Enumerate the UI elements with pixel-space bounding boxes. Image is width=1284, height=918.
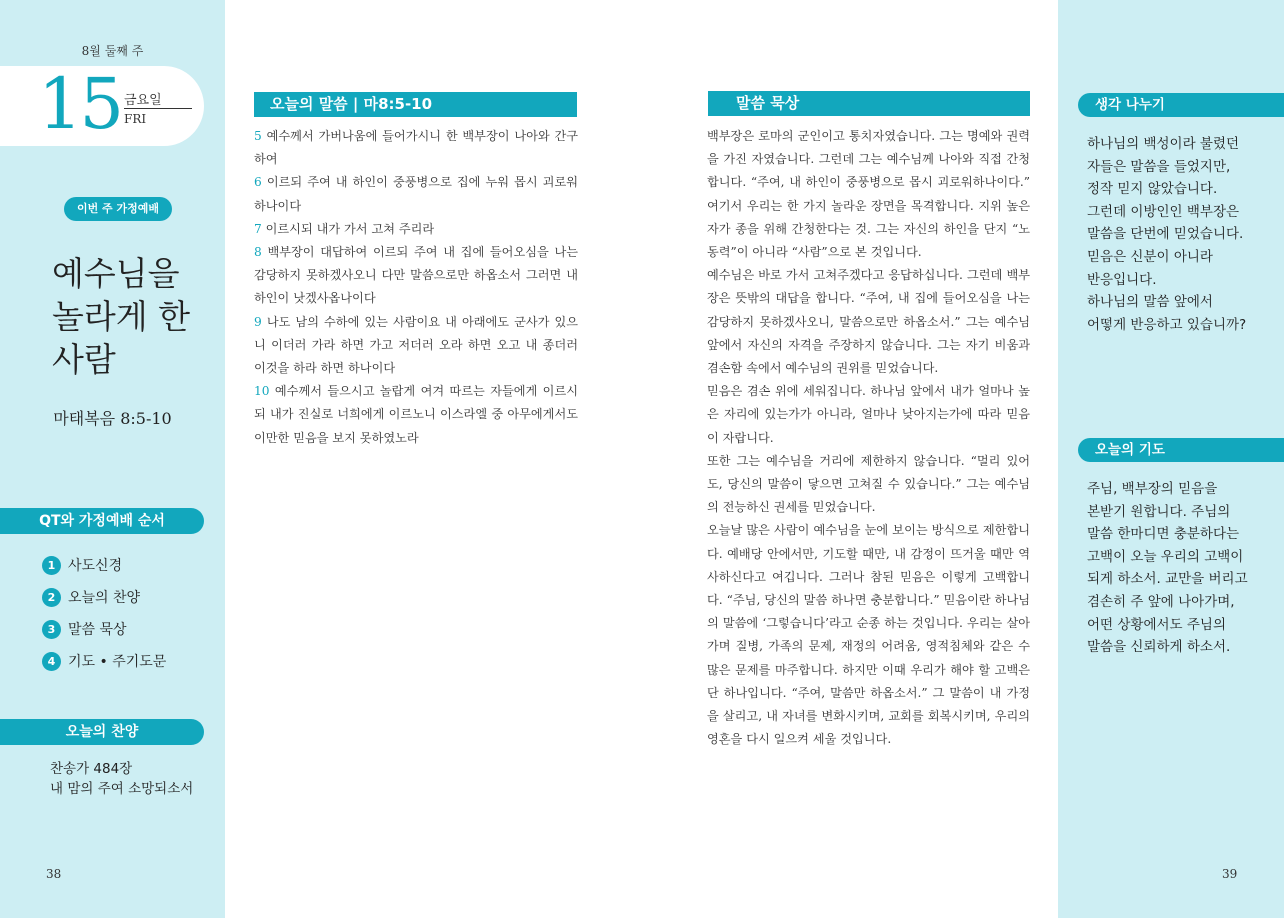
hymn-line: 내 맘의 주여 소망되소서 [50, 781, 194, 797]
order-item [42, 619, 127, 639]
verse [254, 315, 578, 375]
verse-number: 6 [254, 175, 262, 190]
order-item-label: 오늘의 찬양 [68, 590, 141, 606]
order-item [42, 587, 140, 607]
share-line: 자들은 말씀을 들었지만, [1087, 158, 1231, 175]
title-line: 예수님을 [52, 254, 180, 293]
hymn-text [50, 759, 193, 799]
title-line: 놀라게 한 [52, 297, 191, 336]
share-line: 하나님의 말씀 앞에서 [1087, 294, 1213, 311]
verse-text: 나도 남의 수하에 있는 사람이요 내 아래에도 군사가 있으니 이더러 가라 하면 가고 저더러 오라 하면 오고 내 종더러 이것을 하라 하면 하나이다 [254, 314, 579, 376]
share-heading: 생각 나누기 [1078, 93, 1284, 117]
share-line: 반응입니다. [1087, 271, 1157, 288]
prayer-line: 말씀 한마디면 충분하다는 [1087, 526, 1240, 543]
verse-number: 5 [254, 129, 262, 143]
week-label: 8월 둘째 주 [81, 44, 144, 58]
meditation-paragraph: 예수님은 바로 가서 고쳐주겠다고 응답하십니다. 그런데 백부장은 뜻밖의 대답을 합니다. “주여, 내 집에 들어오심을 나는 감당하지 못하겠사오니, 말씀으로만 하옵소서.” 그는 예수님 앞에서 자신의 자격을 주장하지 않습니다. 그는 자기 비움과 겸손함 속에서 예수님의 권위를 믿었습니다. [707, 268, 1030, 376]
day-number: 15 [38, 63, 122, 145]
share-line: 하나님의 백성이라 불렸던 [1087, 136, 1240, 152]
verse-number: 10 [254, 384, 270, 399]
meditation-paragraph: 오늘날 많은 사람이 예수님을 눈에 보이는 방식으로 제한합니다. 예배당 안에서만, 기도할 때만, 내 감정이 뜨거울 때만 역사하신다고 여깁니다. 그러나 참된 믿음은 이렇게 고백합니다. “주님, 당신의 말씀 하나면 충분합니다.” 믿음이란 하나님의 말씀에 ‘그렇습니다’라고 순종 하는 것입니다. 우리는 살아가며 질병, 가족의 문제, 재정의 어려움, 영적침체와 같은 수많은 문제를 마주합니다. 하지만 이때 우리가 해야 할 고백은 단 하나입니다. “주여, 말씀만 하옵소서.” 그 말씀이 내 가정을 살리고, 내 자녀를 변화시키며, 교회를 회복시키며, 우리의 영혼을 다시 일으켜 세울 것입니다. [707, 523, 1030, 747]
page-number-left: 38 [46, 867, 62, 881]
verse-number: 9 [254, 314, 262, 329]
verse [254, 222, 434, 236]
verse [254, 175, 578, 212]
verse-number: 8 [254, 245, 262, 260]
weekday-english: FRI [124, 112, 147, 126]
number-circle: 3 [42, 620, 61, 639]
verse-text: 이르시되 내가 가서 고쳐 주리라 [265, 221, 435, 236]
prayer-line: 겸손히 주 앞에 나아가며, [1087, 593, 1235, 610]
prayer-line: 고백이 오늘 우리의 고백이 [1087, 548, 1244, 565]
hymn-heading: 오늘의 찬양 [0, 719, 204, 745]
meditation-paragraph: 또한 그는 예수님을 거리에 제한하지 않습니다. “멀리 있어도, 당신의 말씀이 닿으면 고쳐질 수 있습니다.” 그는 예수님의 전능하신 권세를 믿었습니다. [707, 453, 1030, 515]
number-circle: 2 [42, 588, 61, 607]
meditation-body [707, 125, 1030, 751]
order-item-label: 말씀 묵상 [68, 622, 127, 638]
verse-text: 백부장이 대답하여 이르되 주여 내 집에 들어오심을 나는 감당하지 못하겠사오니 다만 말씀으로만 하옵소서 그러면 내 하인이 낫겠사옵나이다 [254, 245, 578, 306]
weekday-korean: 금요일 [124, 93, 162, 108]
left-sidebar [0, 0, 225, 918]
meditation-heading: 말씀 묵상 [708, 91, 1030, 116]
verse-text: 예수께서 가버나움에 들어가시니 한 백부장이 나아와 간구하여 [254, 129, 578, 167]
meditation-paragraph: 믿음은 겸손 위에 세워집니다. 하나님 앞에서 내가 얼마나 높은 자리에 있는가가 아니라, 얼마나 낮아지는가에 따라 믿음이 자랍니다. [707, 384, 1030, 445]
order-item-label: 기도 • 주기도문 [68, 654, 167, 670]
prayer-line: 말씀을 신뢰하게 하소서. [1087, 639, 1231, 656]
prayer-line: 주님, 백부장의 믿음을 [1087, 481, 1218, 497]
order-heading: QT와 가정예배 순서 [0, 508, 204, 534]
verse [254, 384, 578, 444]
share-line: 믿음은 신분이 아니라 [1087, 248, 1213, 265]
prayer-text [1087, 478, 1267, 659]
share-line: 말씀을 단번에 믿었습니다. [1087, 226, 1244, 243]
prayer-line: 본받기 원합니다. 주님의 [1087, 503, 1231, 520]
meditation-paragraph: 백부장은 로마의 군인이고 통치자였습니다. 그는 명예와 권력을 가진 자였습니다. 그런데 그는 예수님께 나아와 직접 간청합니다. “주여, 내 하인이 중풍병으로 몹시 괴로워하나이다.” 여기서 우리는 한 가지 놀라운 장면을 목격합니다. 지위 높은 자가 종을 위해 간청한다는 것. 그는 자신의 하인을 단지 “노동력”이 아니라 “사람”으로 본 것입니다. [707, 129, 1030, 260]
number-circle: 1 [42, 556, 61, 575]
verse-list [254, 125, 578, 450]
verse-text: 이르되 주여 내 하인이 중풍병으로 집에 누워 몹시 괴로워하나이다 [254, 175, 579, 213]
weekday-divider [124, 108, 192, 109]
order-item-label: 사도신경 [68, 558, 123, 574]
word-heading: 오늘의 말씀 | 마8:5-10 [254, 92, 577, 117]
prayer-heading: 오늘의 기도 [1078, 438, 1284, 462]
prayer-line: 되게 하소서. 교만을 버리고 [1087, 571, 1248, 588]
share-line: 그런데 이방인인 백부장은 [1087, 203, 1240, 220]
number-circle: 4 [42, 652, 61, 671]
verse-text: 예수께서 들으시고 놀랍게 여겨 따르는 자들에게 이르시되 내가 진실로 너희에게 이르노니 이스라엘 중 아무에게서도 이만한 믿음을 보지 못하였노라 [254, 384, 578, 445]
hymn-line: 찬송가 484장 [50, 761, 133, 777]
verse [254, 245, 578, 305]
share-text [1087, 133, 1267, 336]
order-item [42, 555, 122, 575]
verse-number: 7 [254, 221, 262, 236]
page-number-right: 39 [1222, 867, 1238, 881]
verse [254, 129, 578, 166]
prayer-line: 어떤 상황에서도 주님의 [1087, 616, 1226, 633]
share-line: 정작 믿지 않았습니다. [1087, 181, 1218, 198]
scripture-reference: 마태복음 8:5-10 [53, 409, 172, 428]
share-line: 어떻게 반응하고 있습니까? [1087, 316, 1247, 333]
family-worship-badge: 이번 주 가정예배 [64, 197, 172, 221]
order-item [42, 651, 166, 671]
title-line: 사람 [52, 340, 116, 379]
page-title [52, 252, 217, 381]
